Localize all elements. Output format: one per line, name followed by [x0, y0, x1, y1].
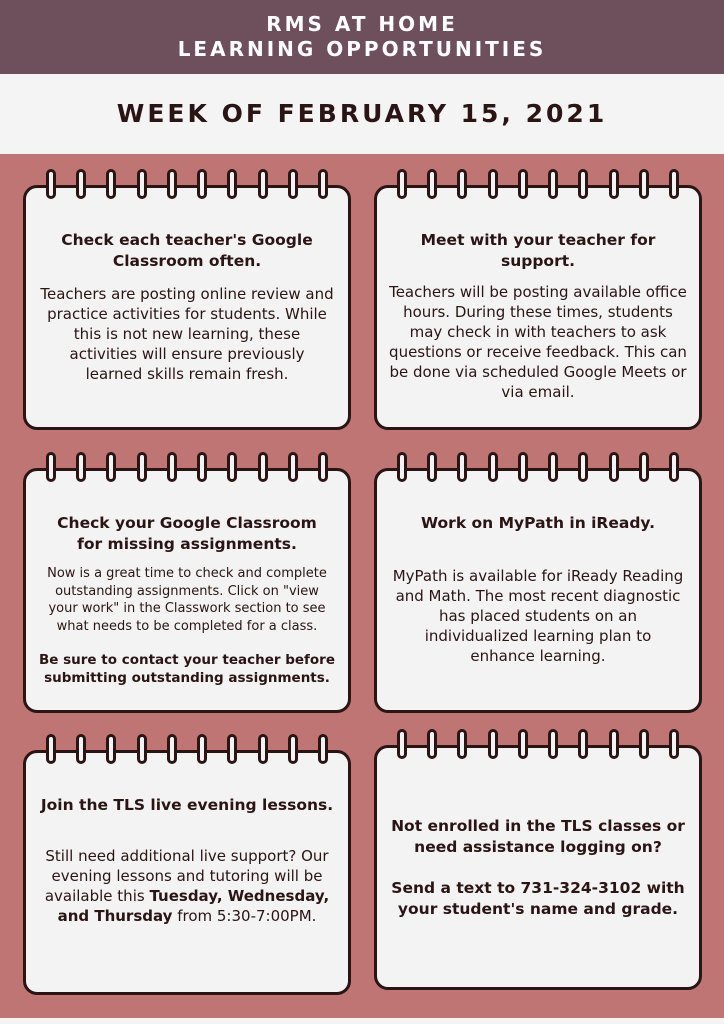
card-title: Not enrolled in the TLS classes or need assistance logging on? [391, 817, 685, 856]
card-title: Join the TLS live evening lessons. [40, 796, 334, 814]
notepad-card-missing-assignments [23, 468, 351, 713]
notepad-card-google-classroom [23, 185, 351, 430]
spiral-rings [377, 452, 699, 482]
card-body [44, 846, 330, 926]
spiral-rings [26, 169, 348, 199]
body-text-days: Tuesday, Wednesday, and Thursday [57, 887, 330, 925]
banner-line-1: RMS AT HOME [266, 12, 458, 36]
card-body: MyPath is available for iReady Reading and Math. The most recent diagnostic has placed students on an individualized learning plan to enhance learning. [392, 567, 684, 665]
card-body: Teachers will be posting available office hours. During these times, students may check in with teachers to ask questions or receive feedback. This can be done via scheduled Google Meets or via email. [389, 283, 687, 401]
banner-line-2: LEARNING OPPORTUNITIES [177, 37, 547, 61]
notepad-card-enrollment-help [374, 745, 702, 990]
spiral-rings [377, 169, 699, 199]
card-note: Be sure to contact your teacher before submitting outstanding assignments. [38, 652, 335, 686]
card-title: Work on MyPath in iReady. [420, 514, 656, 532]
body-text-start: Still need additional live support? Our evening lessons and tutoring will be available this [44, 847, 329, 905]
card-title: Meet with your teacher for support. [420, 231, 656, 270]
notepad-card-tls-lessons [23, 750, 351, 995]
body-text-end: from 5:30-7:00PM. [172, 907, 317, 925]
week-heading: WEEK OF FEBRUARY 15, 2021 [0, 74, 724, 154]
card-title: Check each teacher's Google Classroom often. [61, 231, 313, 270]
bottom-border [0, 1018, 724, 1024]
spiral-rings [26, 452, 348, 482]
top-banner [0, 0, 724, 74]
card-title: Check your Google Classroom for missing assignments. [57, 514, 317, 553]
card-contact-text: Send a text to 731-324-3102 with your student's name and grade. [391, 879, 685, 918]
notepad-card-teacher-support [374, 185, 702, 430]
card-body: Teachers are posting online review and practice activities for students. While this is not new learning, these activities will ensure previously learned skills remain fresh. [40, 285, 334, 383]
spiral-rings [26, 734, 348, 764]
notepad-card-mypath [374, 468, 702, 713]
card-body: Now is a great time to check and complete outstanding assignments. Click on "view your work" in the Classwork section to see what needs to be completed for a class. [47, 566, 327, 634]
spiral-rings [377, 729, 699, 759]
